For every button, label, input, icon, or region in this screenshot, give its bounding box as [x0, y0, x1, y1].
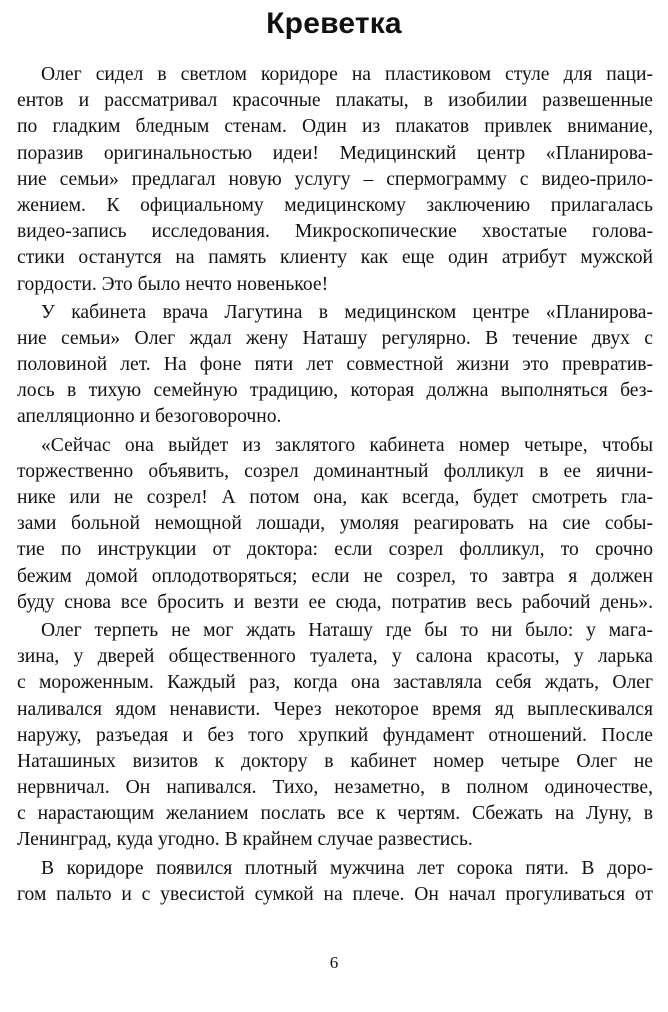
text-line: В коридоре появился плотный мужчина лет сорока пяти. В доро-	[41, 857, 653, 879]
text-line: торжественно объявить, созрел доминантный фолликул в ее яични-	[17, 460, 653, 482]
chapter-title: Креветка	[266, 7, 402, 40]
paragraph-4	[17, 618, 653, 854]
text-line: гом пальто и с увесистой сумкой на плече. Он начал прогуливаться от	[17, 883, 653, 905]
text-line: Олег сидел в светлом коридоре на пластиковом стуле для паци-	[41, 64, 653, 85]
text-line: нервничал. Он напивался. Тихо, незаметно, в полном одиночестве,	[17, 777, 653, 799]
text-line: У кабинета врача Лагутина в медицинском центре «Планирова-	[41, 301, 653, 323]
text-line: бежим домой оплодотворяться; если не созрел, то завтра я должен	[17, 565, 653, 587]
text-line: Олег терпеть не мог ждать Наташу где бы то ни было: у мага-	[41, 619, 653, 641]
paragraph-3	[17, 433, 653, 616]
paragraph-1	[17, 62, 653, 298]
text-line: ние семьи» Олег ждал жену Наташу регулярно. В течение двух с	[17, 327, 653, 349]
text-line: Наташиных визитов к доктору в кабинет номер четыре Олег не	[17, 750, 653, 772]
paragraph-5	[17, 856, 653, 908]
text-line: по гладким бледным стенам. Один из плакатов привлек внимание,	[17, 116, 653, 138]
text-line: с нарастающим желанием послать все к чертям. Сбежать на Луну, в	[17, 803, 653, 825]
text-line: зами больной немощной лошади, умоляя реагировать на сие собы-	[17, 513, 653, 535]
text-line: Ленинград, куда угодно. В крайнем случае развестись.	[17, 829, 473, 851]
text-line: «Сейчас она выйдет из заклятого кабинета номер четыре, чтобы	[41, 434, 653, 456]
body-text	[17, 62, 653, 910]
text-line: буду снова все бросить и везти ее сюда, потратив весь рабочий день».	[17, 591, 653, 613]
text-line: тие по инструкции от доктора: если созрел фолликул, то срочно	[17, 539, 653, 561]
text-line: зина, у дверей общественного туалета, у салона красоты, у ларька	[17, 646, 653, 668]
text-line: апелляционно и безоговорочно.	[17, 406, 282, 428]
text-line: видео-запись исследования. Микроскопические хвостатые голова-	[17, 221, 653, 243]
text-line: стики останутся на память клиенту как еще один атрибут мужской	[17, 247, 653, 269]
text-line: половиной лет. На фоне пяти лет совместной жизни это превратив-	[17, 354, 653, 376]
text-line: с мороженным. Каждый раз, когда она заставляла себя ждать, Олег	[17, 672, 653, 694]
text-line: нике или не созрел! А потом она, как всегда, будет смотреть гла-	[17, 487, 653, 508]
paragraph-2	[17, 300, 653, 431]
page-number: 6	[329, 953, 339, 972]
text-line: лось в тихую семейную традицию, которая должна выполняться без-	[17, 380, 653, 402]
text-line: наливался ядом ненависти. Через некоторое время яд выплескивался	[17, 698, 653, 720]
text-line: наружу, разъедая и без того хрупкий фундамент отношений. После	[17, 724, 653, 746]
text-line: жением. К официальному медицинскому заключению прилагалась	[17, 194, 653, 216]
text-line: ентов и рассматривал красочные плакаты, в изобилии развешенные	[17, 90, 653, 112]
text-line: поразив оригинальностью идеи! Медицинский центр «Планирова-	[17, 142, 653, 164]
text-line: ние семьи» предлагал новую услугу – спермограмму с видео-прило-	[17, 168, 653, 190]
text-line: гордости. Это было нечто новенькое!	[17, 273, 329, 295]
